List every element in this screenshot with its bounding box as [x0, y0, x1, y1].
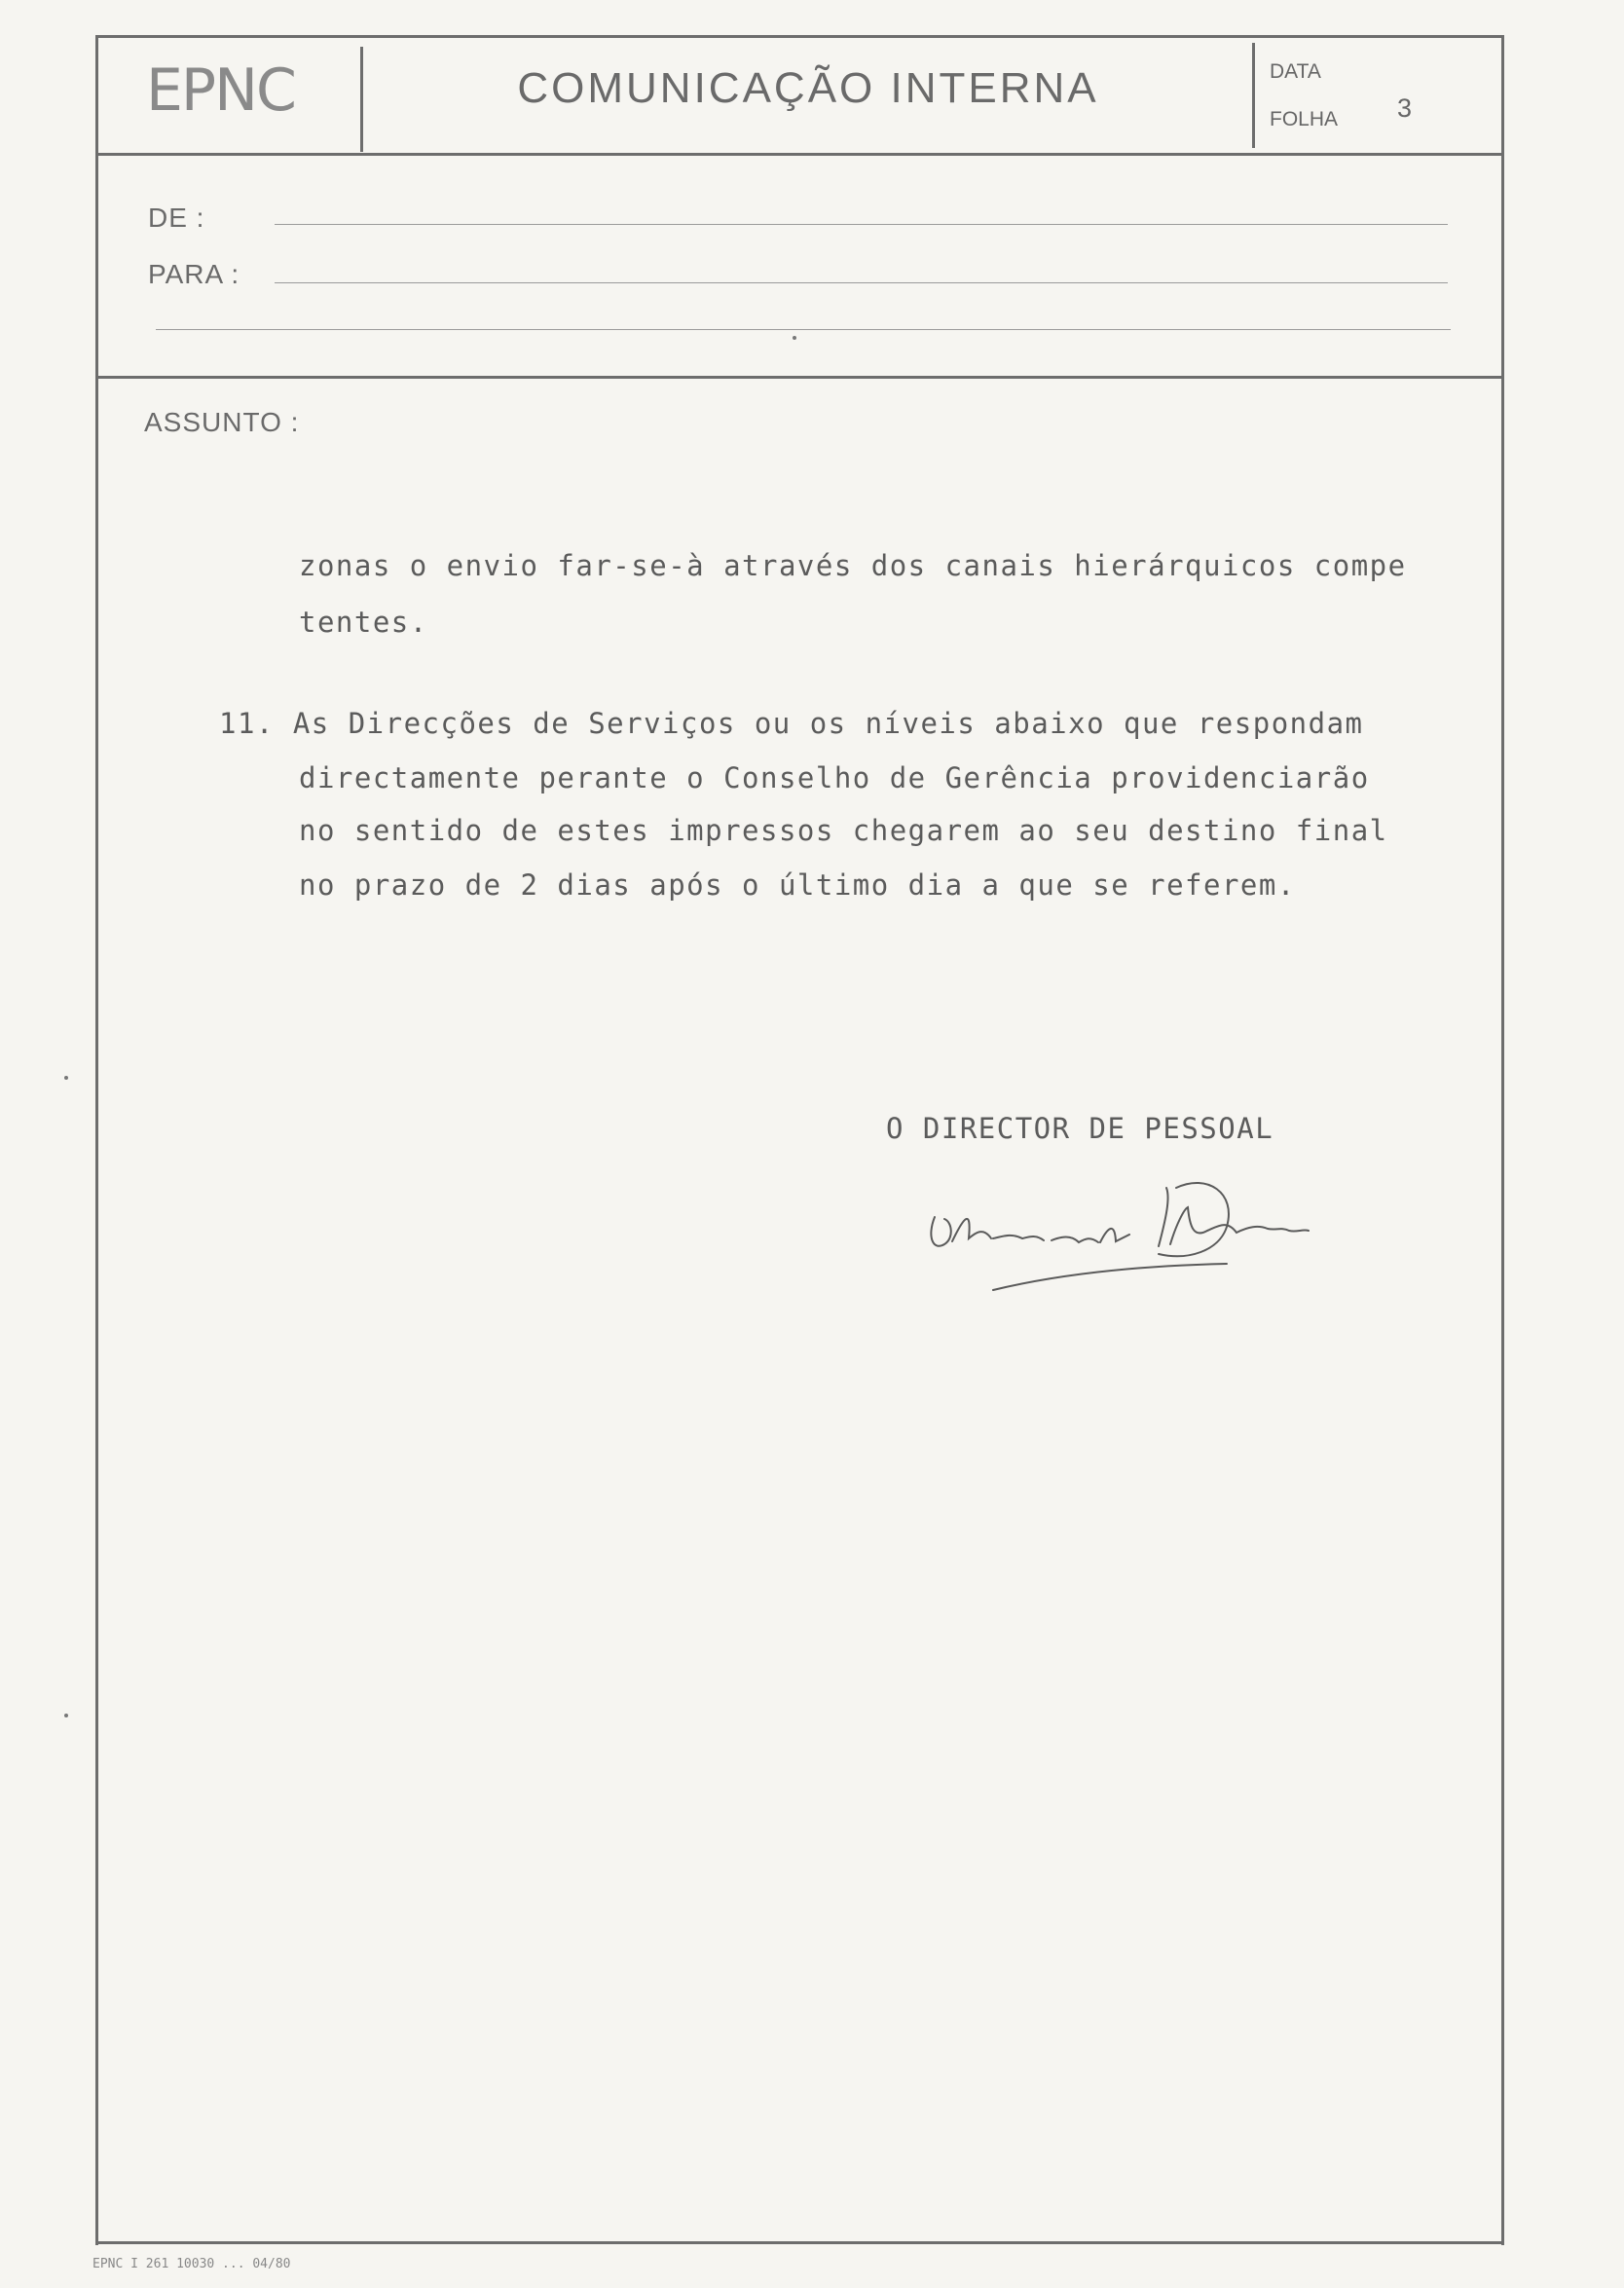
paper-speck: [793, 336, 796, 340]
address-bottom-line: [97, 376, 1504, 379]
form-code-footer: EPNC I 261 10030 ... 04/80: [92, 2257, 291, 2271]
body-line-3: 11. As Direcções de Serviços ou os níveis abaixo que respondam: [219, 707, 1364, 740]
body-line-2: tentes.: [299, 606, 428, 639]
signature-title: O DIRECTOR DE PESSOAL: [886, 1112, 1274, 1145]
assunto-label: ASSUNTO :: [144, 407, 300, 437]
frame-bottom-line: [95, 2241, 1504, 2244]
folha-label: FOLHA: [1270, 108, 1339, 130]
body-line-5: no sentido de estes impressos chegarem ao seu destino final: [299, 814, 1388, 847]
body-line-4: directamente perante o Conselho de Gerência providenciarão: [299, 761, 1370, 794]
para-second-underline: [156, 329, 1451, 330]
para-label: PARA :: [148, 259, 240, 289]
frame-left-line: [95, 35, 98, 2245]
header-divider-left: [360, 47, 363, 152]
folha-value: 3: [1397, 93, 1413, 123]
handwritten-signature: [915, 1149, 1363, 1314]
frame-top-line: [97, 35, 1504, 38]
frame-right-line: [1501, 35, 1504, 2245]
de-underline: [275, 224, 1448, 225]
para-underline: [275, 282, 1448, 283]
de-label: DE :: [148, 203, 205, 233]
body-line-1: zonas o envio far-se-à através dos canais hierárquicos compe: [299, 549, 1407, 582]
header-divider-right: [1252, 43, 1255, 148]
data-label: DATA: [1270, 60, 1321, 83]
header-bottom-line: [97, 153, 1504, 156]
body-line-6: no prazo de 2 dias após o último dia a que se referem.: [299, 868, 1296, 902]
paper-speck: [64, 1076, 68, 1080]
paper-speck: [64, 1714, 68, 1717]
form-title: COMUNICAÇÃO INTERNA: [517, 64, 1099, 112]
company-logo: EPNC: [146, 56, 295, 125]
